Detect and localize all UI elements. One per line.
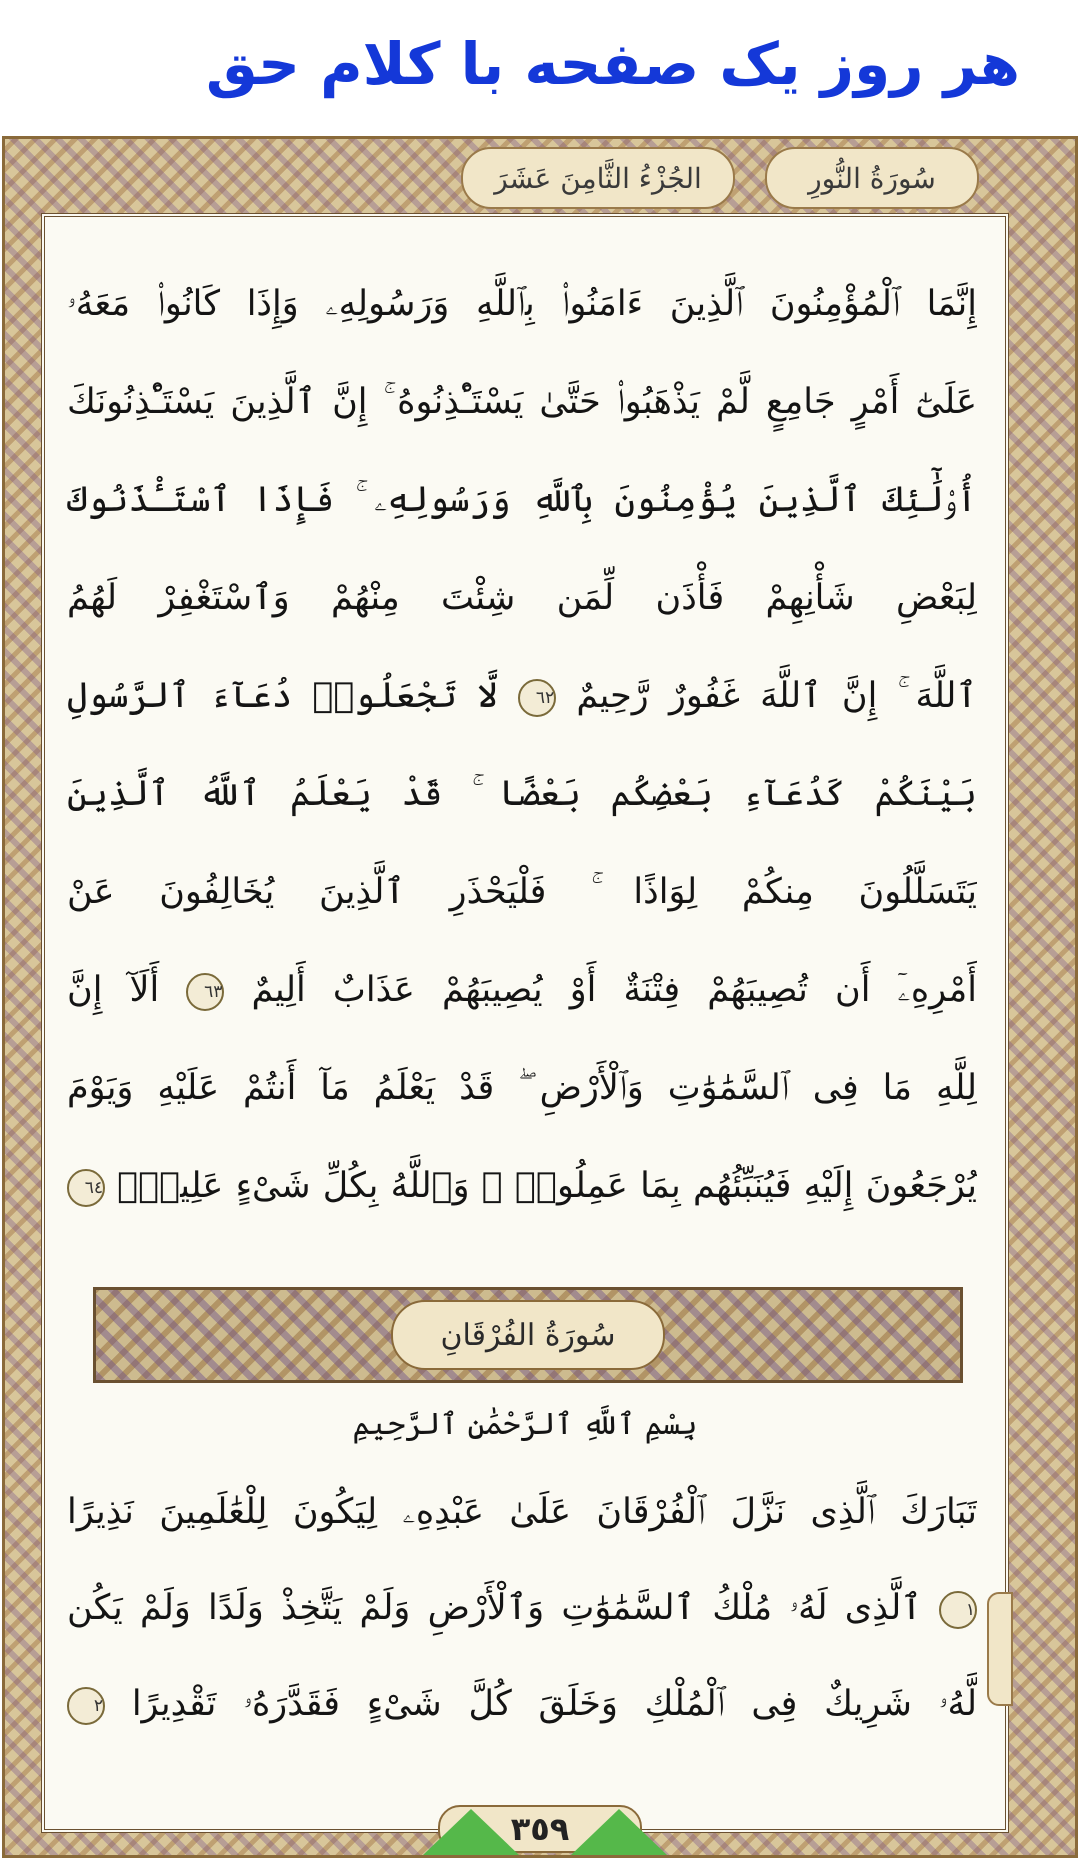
- verse-line: [67, 1043, 977, 1133]
- verse-text: لَّا تَجْعَلُوا۟ دُعَآءَ ٱلرَّسُولِ: [67, 676, 498, 716]
- verse-line: [67, 749, 977, 839]
- verse-line: [67, 1659, 977, 1749]
- verse-line: [67, 357, 977, 447]
- surah-heading-band: [93, 1287, 963, 1383]
- verse-line: [67, 259, 977, 349]
- ayah-number-marker: ١: [939, 1591, 977, 1629]
- previous-page-arrow-icon[interactable]: [423, 1809, 519, 1855]
- verse-line: [67, 1563, 977, 1653]
- mushaf-page: [2, 136, 1078, 1858]
- verse-text: بَيْنَكُمْ كَدُعَآءِ بَعْضِكُم بَعْضًا ۚ قَدْ يَعْلَمُ ٱللَّهُ ٱلَّذِينَ: [67, 774, 977, 814]
- verse-line: [67, 553, 977, 643]
- verse-text: ٱلَّذِى لَهُۥ مُلْكُ ٱلسَّمَٰوَٰتِ وَٱلْأَرْضِ وَلَمْ يَتَّخِذْ وَلَدًا وَلَمْ يَكُن: [67, 1588, 922, 1628]
- verse-text: أَلَآ إِنَّ: [67, 970, 160, 1010]
- header-surah-name: سُورَةُ النُّورِ: [765, 147, 979, 209]
- surah-heading: سُورَةُ الفُرْقَانِ: [391, 1300, 665, 1370]
- verse-line: [67, 847, 977, 937]
- verse-panel: [41, 213, 1009, 1833]
- verse-line: [67, 1467, 977, 1557]
- page-number: ٣٥٩: [438, 1805, 642, 1853]
- verse-text: عَلَىٰٓ أَمْرٍ جَامِعٍ لَّمْ يَذْهَبُوا۟ حَتَّىٰ يَسْتَـْٔذِنُوهُ ۚ إِنَّ ٱلَّذِينَ يَسْتَـْٔذِنُونَكَ: [67, 382, 977, 422]
- top-banner: [0, 0, 1080, 130]
- next-page-arrow-icon[interactable]: [571, 1809, 667, 1855]
- hizb-marker: [987, 1592, 1013, 1706]
- ayah-number-marker: ٦٣: [186, 973, 224, 1011]
- verse-text: ٱللَّهَ ۚ إِنَّ ٱللَّهَ غَفُورٌ رَّحِيمٌ: [576, 676, 977, 716]
- verse-text: لَّهُۥ شَرِيكٌ فِى ٱلْمُلْكِ وَخَلَقَ كُلَّ شَىْءٍ فَقَدَّرَهُۥ تَقْدِيرًا: [131, 1684, 977, 1724]
- banner-title: هر روز یک صفحه با کلام حق: [205, 30, 1020, 98]
- verse-line: [67, 455, 977, 545]
- verse-text: إِنَّمَا ٱلْمُؤْمِنُونَ ٱلَّذِينَ ءَامَنُوا۟ بِٱللَّهِ وَرَسُولِهِۦ وَإِذَا كَانُوا۟ مَعَهُۥ: [67, 284, 977, 324]
- header-juz-name: الجُزْءُ الثَّامِنَ عَشَرَ: [461, 147, 735, 209]
- verse-text: أُو۟لَٰٓئِكَ ٱلَّذِينَ يُؤْمِنُونَ بِٱللَّهِ وَرَسُولِهِۦ ۚ فَإِذَا ٱسْتَـْٔذَنُوكَ: [67, 480, 977, 520]
- verse-text: لِبَعْضِ شَأْنِهِمْ فَأْذَن لِّمَن شِئْتَ مِنْهُمْ وَٱسْتَغْفِرْ لَهُمُ: [67, 578, 977, 618]
- verse-text: يَتَسَلَّلُونَ مِنكُمْ لِوَاذًا ۚ فَلْيَحْذَرِ ٱلَّذِينَ يُخَالِفُونَ عَنْ: [67, 872, 977, 912]
- verse-line: [67, 651, 977, 741]
- verse-text: أَمْرِهِۦٓ أَن تُصِيبَهُمْ فِتْنَةٌ أَوْ يُصِيبَهُمْ عَذَابٌ أَلِيمٌ: [251, 970, 977, 1010]
- verse-line: [67, 1141, 977, 1231]
- ayah-number-marker: ٦٤: [67, 1169, 105, 1207]
- verse-text: لِلَّهِ مَا فِى ٱلسَّمَٰوَٰتِ وَٱلْأَرْضِ ۖ قَدْ يَعْلَمُ مَآ أَنتُمْ عَلَيْهِ وَيَوْمَ: [67, 1068, 977, 1108]
- ayah-number-marker: ٢: [67, 1687, 105, 1725]
- verse-line: [67, 945, 977, 1035]
- ayah-number-marker: ٦٢: [518, 679, 556, 717]
- verse-text: تَبَارَكَ ٱلَّذِى نَزَّلَ ٱلْفُرْقَانَ عَلَىٰ عَبْدِهِۦ لِيَكُونَ لِلْعَٰلَمِينَ نَذِيرًا: [67, 1492, 977, 1532]
- basmala: بِسْمِ ٱللَّهِ ٱلرَّحْمَٰنِ ٱلرَّحِيمِ: [352, 1407, 698, 1442]
- verse-text: يُرْجَعُونَ إِلَيْهِ فَيُنَبِّئُهُم بِمَا عَمِلُوا۟ ۗ وَٱللَّهُ بِكُلِّ شَىْءٍ عَلِيمٌۢ: [117, 1166, 977, 1206]
